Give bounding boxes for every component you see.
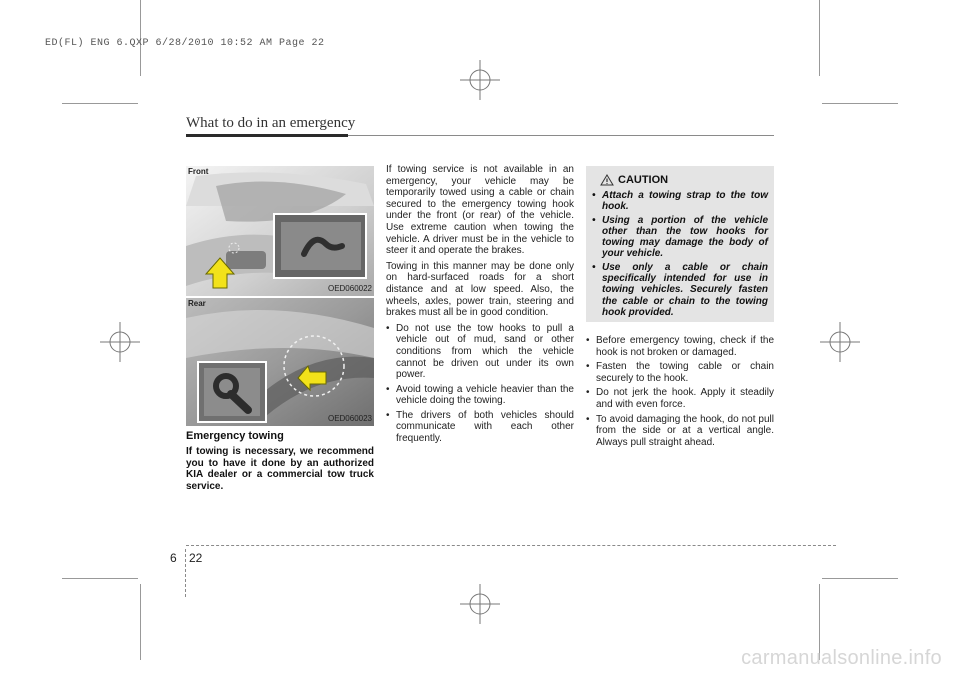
paragraph: Towing in this manner may be done only on hard-surfaced roads for a short distance and at low speed. Also, the wheels, axles, power train, steering and brakes must all be in good condition. xyxy=(386,260,574,319)
crop-mark xyxy=(62,103,138,104)
emergency-towing-heading: Emergency towing xyxy=(186,430,284,442)
list-item: • Fasten the towing cable or chain securely to the hook. xyxy=(586,361,774,384)
section-title: What to do in an emergency xyxy=(186,115,356,131)
crop-mark xyxy=(819,0,820,76)
front-tow-hook-photo xyxy=(186,166,374,296)
figure-code: OED060023 xyxy=(327,414,372,423)
crop-mark xyxy=(822,103,898,104)
list-item: • Do not use the tow hooks to pull a vehicle out of mud, sand or other conditions from which the vehicle cannot be driven out under its own power. xyxy=(386,323,574,381)
page-number: 22 xyxy=(189,551,203,565)
list-item: • Before emergency towing, check if the hook is not broken or damaged. xyxy=(586,335,774,358)
print-slug: ED(FL) ENG 6.QXP 6/28/2010 10:52 AM Page 22 xyxy=(45,38,325,49)
footer-divider xyxy=(185,549,186,597)
crop-mark xyxy=(140,584,141,660)
emergency-towing-intro: If towing is necessary, we recommend you to have it done by an authorized KIA dealer or a commercial tow truck service. xyxy=(186,446,374,492)
paragraph: If towing service is not available in an emergency, your vehicle may be temporarily towed using a cable or chain secured to the emergency towing hook under the front (or rear) of the vehicle. Use extreme caution when towing the vehicle. A driver must be in the vehicle to steer it and operate the brakes. xyxy=(386,164,574,257)
list-item: • To avoid damaging the hook, do not pull from the side or at a vertical angle. Always pull straight ahead. xyxy=(586,414,774,449)
registration-mark-icon xyxy=(460,584,500,624)
caution-title: CAUTION xyxy=(618,174,669,186)
list-item: • Use only a cable or chain specifically intended for use in towing vehicles. Securely fasten the cable or chain to the towing hook provided. xyxy=(592,262,768,318)
crop-mark xyxy=(822,578,898,579)
rear-tow-hook-photo xyxy=(186,298,374,426)
figure-label: Front xyxy=(188,167,209,176)
footer-rule xyxy=(186,545,836,546)
list-item: • Using a portion of the vehicle other than the tow hooks for towing may damage the body of your vehicle. xyxy=(592,215,768,260)
figure-code: OED060022 xyxy=(327,284,372,293)
figure-label: Rear xyxy=(188,299,206,308)
chapter-number: 6 xyxy=(170,551,177,565)
hook-instructions xyxy=(586,335,774,451)
watermark: carmanualsonline.info xyxy=(741,647,942,669)
towing-instructions xyxy=(386,164,574,448)
warning-triangle-icon xyxy=(600,174,614,186)
title-rule xyxy=(186,134,348,137)
list-item: • The drivers of both vehicles should communicate with each other frequently. xyxy=(386,410,574,445)
registration-mark-icon xyxy=(460,60,500,100)
title-rule-thin xyxy=(348,135,774,136)
list-item: • Avoid towing a vehicle heavier than the vehicle doing the towing. xyxy=(386,384,574,407)
caution-box xyxy=(586,166,774,322)
registration-mark-icon xyxy=(100,322,140,362)
list-item: • Do not jerk the hook. Apply it steadily and with even force. xyxy=(586,387,774,410)
registration-mark-icon xyxy=(820,322,860,362)
list-item: • Attach a towing strap to the tow hook. xyxy=(592,190,768,213)
crop-mark xyxy=(62,578,138,579)
